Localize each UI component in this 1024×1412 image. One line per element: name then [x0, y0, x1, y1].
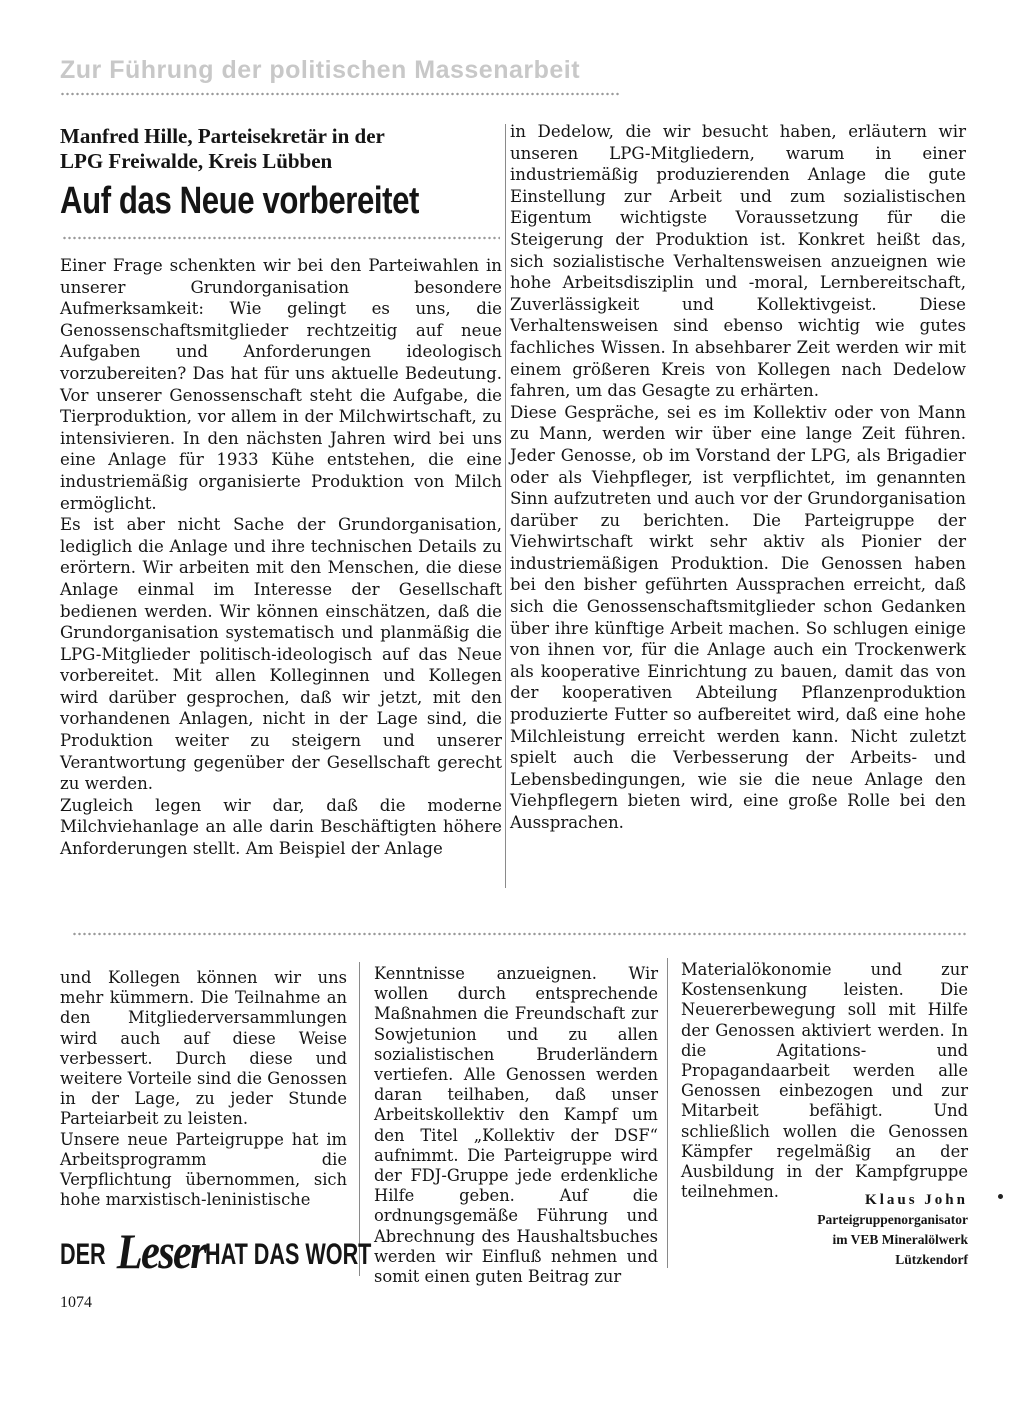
letter-column-2	[374, 964, 658, 1287]
headline-divider	[62, 236, 500, 240]
author-line-2: LPG Freiwalde, Kreis Lübben	[60, 149, 333, 173]
signature-name: Klaus John	[865, 1192, 968, 1208]
article-headline: Auf das Neue vorbereitet	[60, 180, 419, 222]
article-author	[60, 124, 500, 174]
article-column-1	[60, 255, 502, 860]
paragraph: Kenntnisse anzueignen. Wir wollen durch entsprechende Maßnahmen die Freundschaft zur Sowjetunion und zu allen sozialistischen Bruderländern vertiefen. Alle Genossen werden daran teilhaben, daß unser Arbeitskollektiv den Kampf um den Titel „Kollektiv der DSF“ aufnimmt. Die Parteigruppe wird der FDJ-Gruppe jede erdenkliche Hilfe geben. Auf die ordnungsgemäße Führung und Abrechnung des Haushaltsbuches werden wir Einfluß nehmen und somit einen guten Beitrag zur	[374, 964, 658, 1287]
paragraph: Unsere neue Parteigruppe hat im Arbeitsprogramm die Verpflichtung übernommen, sich hohe marxistisch-leninistische	[60, 1129, 347, 1210]
letter-signature	[700, 1190, 968, 1270]
paragraph: in Dedelow, die wir besucht haben, erläutern wir unseren LPG-Mitgliedern, warum in einer industriemäßig produzierenden Anlage die gute Einstellung zur Arbeit und zum sozialistischen Eigentum wichtigste Voraussetzung für die Steigerung der Produktion ist. Konkret heißt das, sich sozialistische Verhaltensweisen anzueignen wie hohe Arbeitsdisziplin und -moral, Lernbereitschaft, Zuverlässigkeit und Kollektivgeist. Diese Verhaltensweisen sind ebenso wichtig wie gutes fachliches Wissen. In absehbarer Zeit werden wir mit einem größeren Kreis von Kollegen nach Dedelow fahren, um das Gesagte zu erhärten.	[510, 122, 966, 401]
paragraph: Einer Frage schenkten wir bei den Parteiwahlen in unserer Grundorganisation besondere Aufmerksamkeit: Wie gelingt es uns, die Genossenschaftsmitglieder rechtzeitig auf neue Aufgaben und Anforderungen ideologisch vorzubereiten? Das hat für uns aktuelle Bedeutung. Vor unserer Genossenschaft steht die Aufgabe, die Tierproduktion, vor allem in der Milchwirtschaft, zu intensivieren. In den nächsten Jahren wird bei uns eine Anlage für 1933 Kühe entstehen, die eine industriemäßig organisierte Produktion von Milch ermöglicht.	[60, 256, 502, 513]
article-column-2	[510, 121, 966, 834]
logo-text-der: DER	[60, 1238, 106, 1271]
end-bullet	[998, 1194, 1003, 1199]
page-number: 1074	[60, 1294, 92, 1311]
signature-place-2: Lützkendorf	[895, 1252, 968, 1267]
paragraph: Diese Gespräche, sei es im Kollektiv oder von Mann zu Mann, werden wir über eine lange Zeit führen. Jeder Genosse, ob im Vorstand der LPG, als Brigadier oder als Viehpfleger, ist verpflichtet, im genannten Sinn aufzutreten und auch vor der Grundorganisation darüber zu berichten. Die Parteigruppe der Viehwirtschaft wirkt sehr aktiv als Pionier der industriemäßigen Produktion. Die Genossen haben bei den bisher geführten Aussprachen erreicht, daß sich die Genossenschaftsmitglieder schon Gedanken über ihre künftige Arbeit machen. So schlugen einige von ihnen vor, für die Anlage auch ein Trockenwerk als kooperative Einrichtung zu bauen, damit das von der kooperativen Abteilung Pflanzenproduktion produzierte Futter so aufbereitet wird, daß eine hohe Milchleistung erreicht werden kann. Nicht zuletzt spielt auch die Verbesserung der Arbeits- und Lebensbedingungen, wie sie die neue Anlage den Viehpflegern bieten wird, eine große Rolle bei den Aussprachen.	[510, 402, 966, 832]
paragraph: Zugleich legen wir dar, daß die moderne Milchviehanlage an alle darin Beschäftigten höhere Anforderungen stellt. Am Beispiel der Anlage	[60, 795, 502, 859]
signature-title: Parteigruppenorganisator	[817, 1212, 968, 1227]
letter-column-rule-left	[359, 962, 360, 1276]
logo-text-hat-das-wort: HAT DAS WORT	[205, 1238, 372, 1271]
paragraph: Materialökonomie und zur Kostensenkung leisten. Die Neuererbewegung soll mit Hilfe der Genossen aktiviert werden. In die Agitations- und Propagandaarbeit werden alle Genossen einbezogen und zur Mitarbeit befähigt. Und schließlich wollen die Genossen Kämpfer regelmäßig an der Ausbildung in der Kampfgruppe teilnehmen.	[681, 960, 968, 1202]
section-header: Zur Führung der politischen Massenarbeit	[60, 56, 581, 84]
letter-column-1	[60, 968, 347, 1210]
letter-column-rule-right	[667, 958, 668, 1268]
paragraph: und Kollegen können wir uns mehr kümmern. Die Teilnahme an den Mitgliederversammlungen wird auch auf diese Weise verbessert. Durch diese und weitere Vorteile sind die Genossen in der Lage, zu jeder Stunde Parteiarbeit zu leisten.	[60, 968, 347, 1129]
signature-place-1: im VEB Mineralölwerk	[832, 1232, 968, 1247]
leser-hat-das-wort-logo	[60, 1223, 372, 1282]
letter-column-3	[681, 960, 968, 1202]
author-line-1: Manfred Hille, Parteisekretär in der	[60, 124, 385, 148]
section-divider	[72, 932, 968, 936]
column-rule	[505, 124, 506, 888]
logo-script-leser: Leser	[117, 1223, 206, 1279]
paragraph: Es ist aber nicht Sache der Grundorganisation, lediglich die Anlage und ihre technischen Details zu erörtern. Wir arbeiten mit den Menschen, die diese Anlage einmal im Interesse der Gesellschaft bedienen werden. Wir können einschätzen, daß die Grundorganisation systematisch und planmäßig die LPG-Mitglieder politisch-ideologisch auf das Neue vorbereitet. Mit allen Kolleginnen und Kollegen wird darüber gesprochen, daß wir jetzt, mit den vorhandenen Anlagen, nicht in der Lage sind, die Produktion weiter zu steigern und unserer Verantwortung gegenüber der Gesellschaft gerecht zu werden.	[60, 515, 502, 794]
header-divider	[60, 92, 620, 96]
